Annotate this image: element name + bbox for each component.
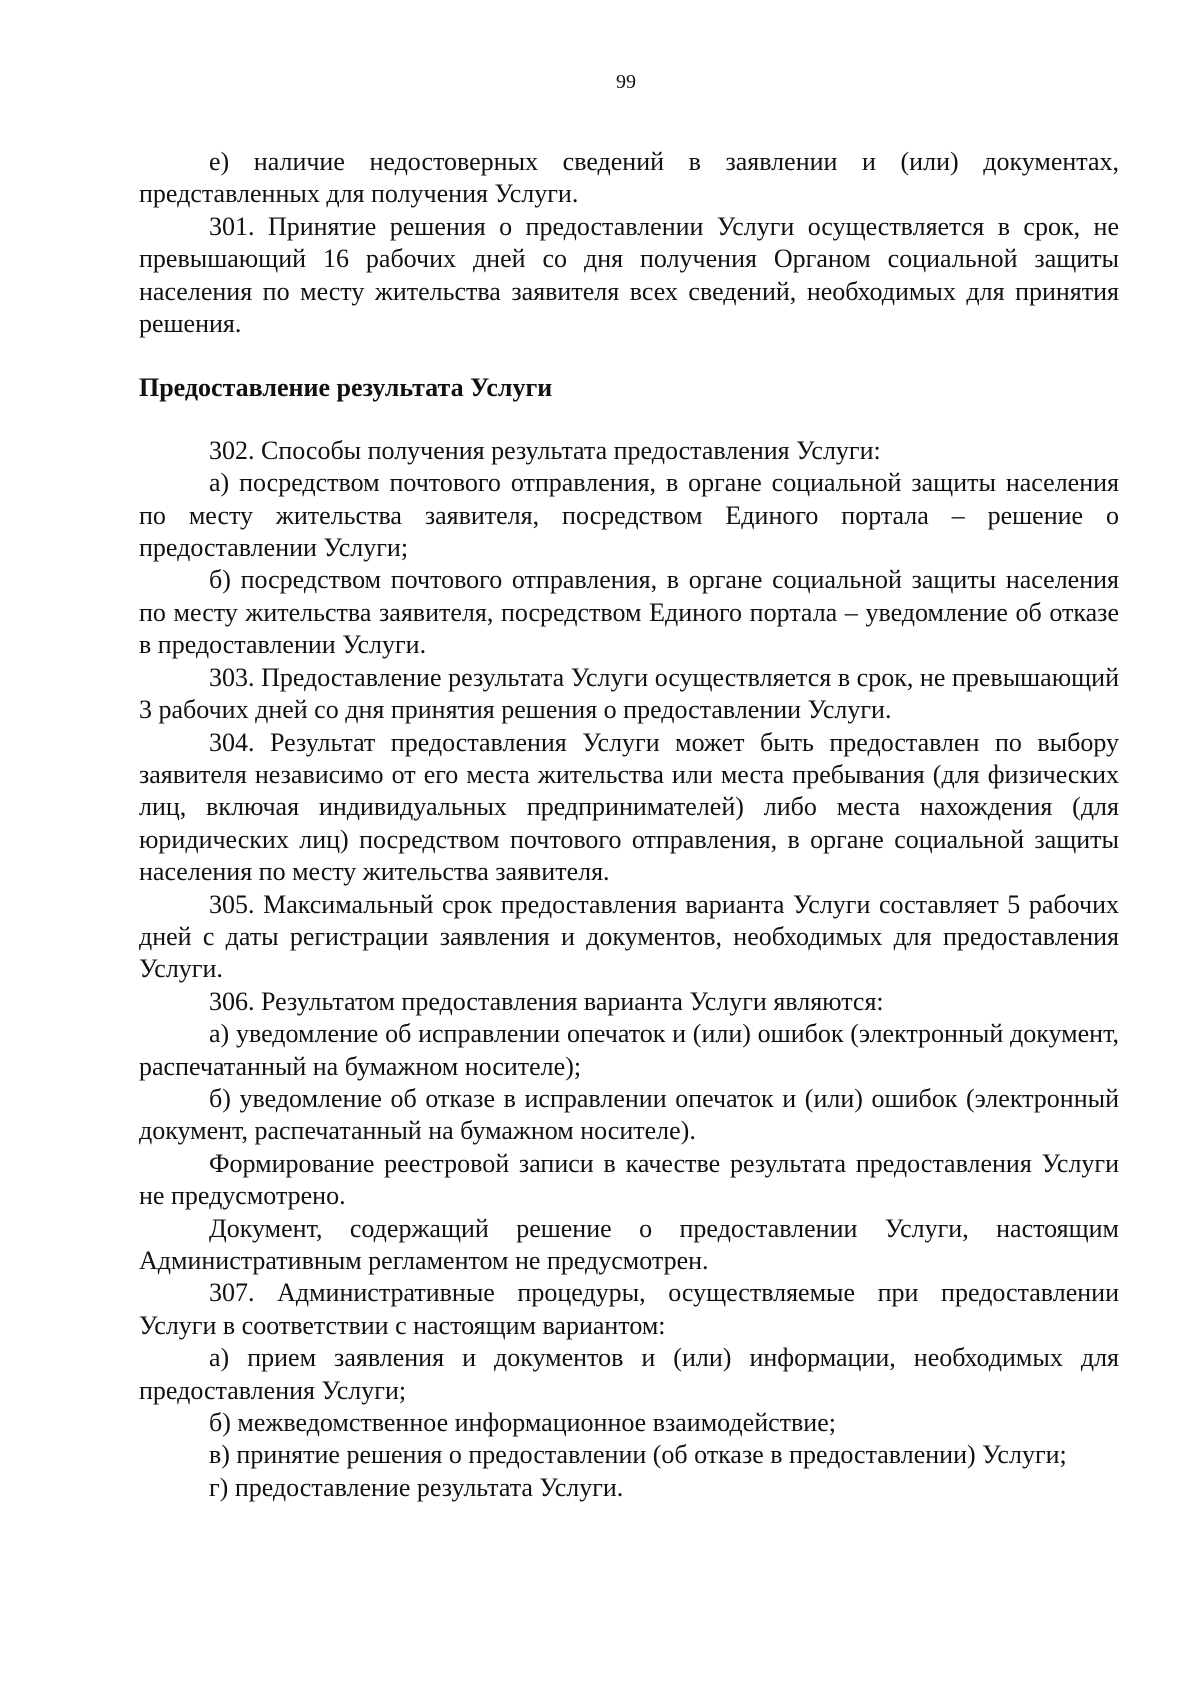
paragraph-302-a: а) посредством почтового отправления, в органе социальной защиты населения по месту жительства заявителя, посредством Единого портала – решение о предоставлении Услуги; — [139, 468, 1119, 563]
paragraph-e-unreliable-info: е) наличие недостоверных сведений в заявлении и (или) документах, представленных для получения Услуги. — [139, 147, 1119, 209]
paragraph-305: 305. Максимальный срок предоставления варианта Услуги составляет 5 рабочих дней с даты регистрации заявления и документов, необходимых для предоставления Услуги. — [139, 889, 1119, 984]
paragraph-307: 307. Административные процедуры, осуществляемые при предоставлении Услуги в соответствии с настоящим вариантом: — [139, 1278, 1119, 1340]
paragraph-307-g: г) предоставление результата Услуги. — [209, 1472, 624, 1502]
paragraph-decision-document: Документ, содержащий решение о предоставлении Услуги, настоящим Административным регламентом не предусмотрен. — [139, 1213, 1119, 1275]
paragraph-306-b: б) уведомление об отказе в исправлении опечаток и (или) ошибок (электронный документ, распечатанный на бумажном носителе). — [139, 1083, 1119, 1146]
page-number: 99 — [616, 71, 636, 93]
paragraph-registry-record: Формирование реестровой записи в качестве результата предоставления Услуги не предусмотрено. — [139, 1148, 1119, 1211]
paragraph-307-v: в) принятие решения о предоставлении (об отказе в предоставлении) Услуги; — [209, 1440, 1067, 1470]
paragraph-304: 304. Результат предоставления Услуги может быть предоставлен по выбору заявителя независимо от его места жительства или места пребывания (для физических лиц, включая индивидуальных предпринимателей) либо места нахождения (для юридических лиц) посредством почтового отправления, в органе социальной защиты населения по месту жительства заявителя. — [139, 727, 1119, 887]
document-body — [139, 146, 1119, 1504]
paragraph-303: 303. Предоставление результата Услуги осуществляется в срок, не превышающий 3 рабочих дней со дня принятия решения о предоставлении Услуги. — [139, 662, 1119, 725]
paragraph-301: 301. Принятие решения о предоставлении Услуги осуществляется в срок, не превышающий 16 рабочих дней со дня получения Органом социальной защиты населения по месту жительства заявителя всех сведений, необходимых для принятия решения. — [139, 211, 1119, 339]
paragraph-306: 306. Результатом предоставления варианта Услуги являются: — [209, 986, 884, 1016]
paragraph-306-a: а) уведомление об исправлении опечаток и (или) ошибок (электронный документ, распечатанный на бумажном носителе); — [139, 1019, 1119, 1081]
paragraph-302: 302. Способы получения результата предоставления Услуги: — [209, 435, 881, 465]
paragraph-302-b: б) посредством почтового отправления, в органе социальной защиты населения по месту жительства заявителя, посредством Единого портала – уведомление об отказе в предоставлении Услуги. — [139, 565, 1119, 660]
paragraph-307-b: б) межведомственное информационное взаимодействие; — [209, 1408, 836, 1438]
section-heading: Предоставление результата Услуги — [139, 373, 553, 403]
paragraph-307-a: а) прием заявления и документов и (или) информации, необходимых для предоставления Услуги; — [139, 1343, 1119, 1405]
